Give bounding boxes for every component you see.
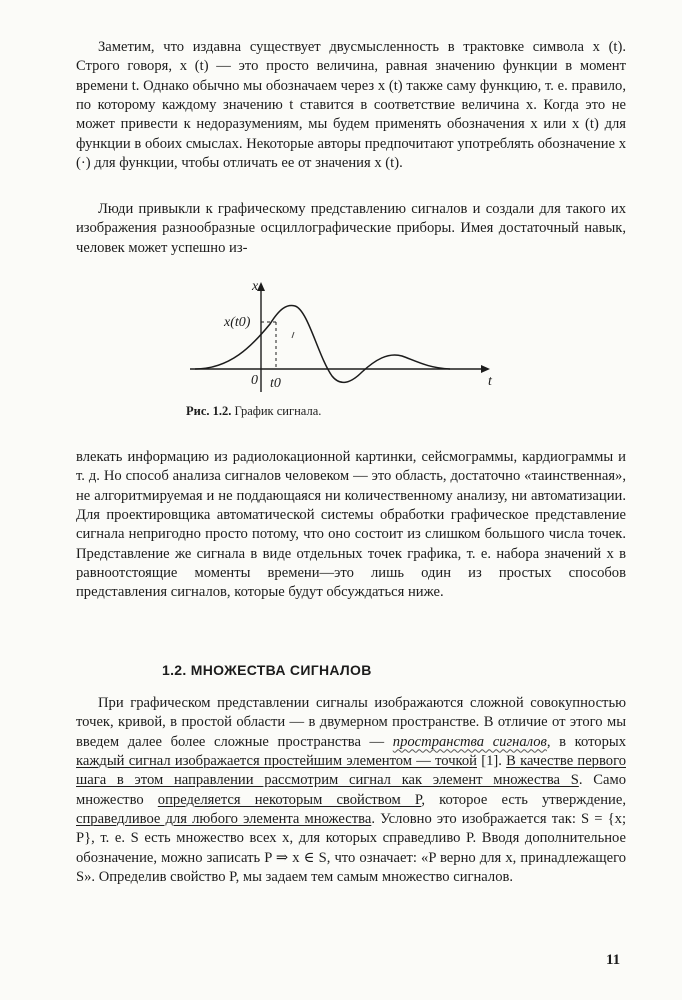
- paragraph-4: [76, 694, 626, 887]
- p4-text-i: , которое есть утверждение,: [421, 791, 626, 808]
- signal-graph: [190, 276, 500, 396]
- x-axis-label: x: [252, 279, 259, 294]
- p4-underline-any-element: справедливое для любого элемента множества: [76, 811, 372, 828]
- t0-label: t0: [270, 376, 281, 391]
- paragraph-3: влекать информацию из радиолокационной картинки, сейсмограммы, кардиограммы и т. д. Но способ анализа сигналов человеком — это область, достаточно «таинственная», не алгоритмируемая и не поддающаяся ни количественному анализу, ни автоматизации. Для проектировщика автоматической системы обработки графическое представление сигнала непригодно просто потому, что оно состоит из слишком большого числа точек. Представление же сигнала в виде отдельных точек графика, т. е. набора значений x в равноотстоящие моменты времени—это лишь один из простых способов представления сигналов, которые будут обсуждаться ниже.: [76, 449, 626, 601]
- p4-emph-signal-spaces: пространства сигналов: [392, 733, 547, 750]
- p4-text-e: [1].: [477, 753, 507, 770]
- p4-text-a: При графическом представлении сигналы изображаются сложной совокупностью точек, кривой, в простой области — в двумерном пространстве. В отличие от этого мы введем далее более сложные пространства —: [76, 695, 626, 750]
- t-axis-label: t: [488, 374, 492, 389]
- p4-text-c: , в которых: [546, 733, 626, 750]
- caption-prefix: Рис. 1.2.: [186, 404, 232, 418]
- page-number: 11: [606, 952, 621, 968]
- section-heading: 1.2. МНОЖЕСТВА СИГНАЛОВ: [162, 662, 372, 678]
- p4-underline-property: определяется некоторым свойством P: [157, 791, 422, 808]
- p4-underline-point: каждый сигнал изображается простейшим элементом — точкой: [76, 753, 477, 770]
- caption-text: График сигнала.: [234, 404, 322, 418]
- pencil-tick: [292, 332, 294, 338]
- t-axis-arrow: [481, 365, 490, 373]
- xt0-label: x(t0): [224, 315, 251, 330]
- figure-caption: [186, 404, 321, 419]
- p4-text-g: . Само множество: [76, 772, 626, 808]
- paragraph-1: Заметим, что издавна существует двусмысленность в трактовке символа x (t). Строго говоря, x (t) — это просто величина, равная значению функции в момент времени t. Однако обычно мы обозначаем через x (t) также саму функцию, т. е. правило, по которому каждому значению t ставится в соответствие величина x. Когда это не может привести к недоразумениям, мы будем применять обозначения x или x (t) для функции в обоих смыслах. Некоторые авторы предпочитают употреблять обозначение x (·) для функции, чтобы отличать ее от значения x (t).: [76, 39, 626, 172]
- paragraph-2: Люди привыкли к графическому представлению сигналов и создали для такого их изображения разнообразные осциллографические приборы. Имея достаточный навык, человек может успешно из-: [76, 201, 626, 256]
- origin-label: 0: [251, 373, 258, 388]
- p4-text-k: . Условно это изображается так: S = {x; P}, т. е. S есть множество всех x, для которых справедливо P. Вводя дополнительное обозначение, можно записать P ⇒ x ∈ S, что означает: «P верно для x, принадлежащего S». Определив свойство P, мы задаем тем самым множество сигналов.: [76, 811, 627, 886]
- p4-underline-set: В качестве первого шага в этом направлении рассмотрим сигнал как элемент множества S: [76, 753, 626, 789]
